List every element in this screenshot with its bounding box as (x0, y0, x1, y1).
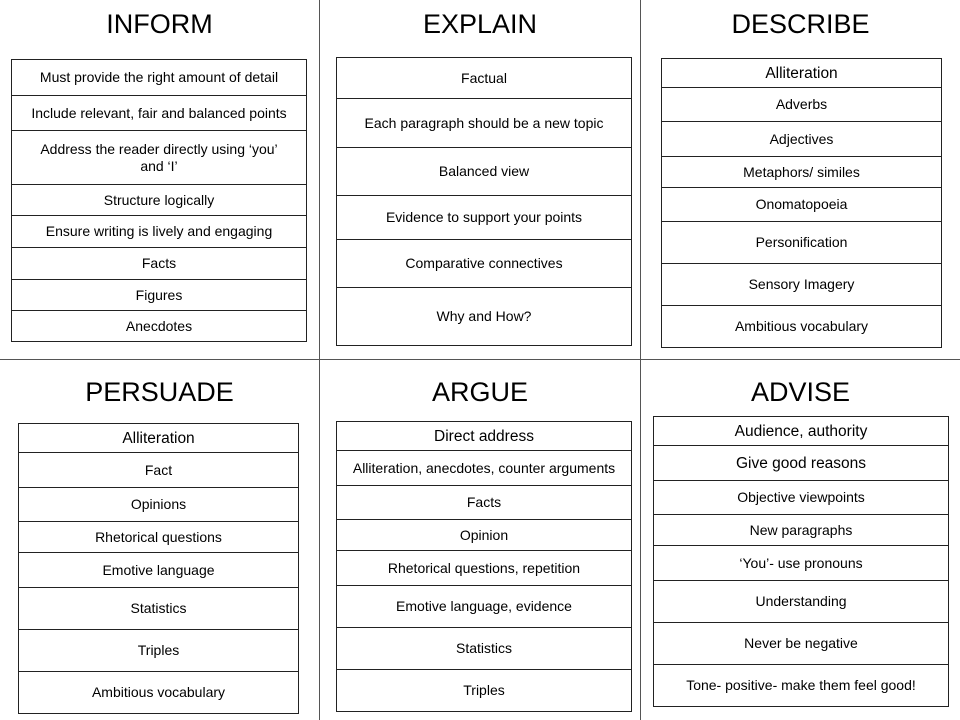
list-item: Emotive language, evidence (337, 586, 632, 628)
list-item: Evidence to support your points (337, 196, 632, 240)
list-item: Objective viewpoints (654, 481, 949, 515)
list-item: Onomatopoeia (662, 188, 942, 222)
list-item: Structure logically (12, 185, 307, 216)
list-item: Alliteration, anecdotes, counter arguments (337, 451, 632, 486)
list-item: Understanding (654, 581, 949, 623)
list-item: Comparative connectives (337, 240, 632, 288)
list-item: Each paragraph should be a new topic (337, 99, 632, 148)
list-item: Tone- positive- make them feel good! (654, 665, 949, 707)
list-item: Direct address (337, 422, 632, 451)
describe-list (661, 58, 942, 348)
panel-title-persuade: PERSUADE (85, 377, 234, 407)
list-item: Include relevant, fair and balanced points (12, 96, 307, 131)
list-item: Opinions (19, 488, 299, 522)
list-item: ‘You’- use pronouns (654, 546, 949, 581)
list-item: Triples (19, 630, 299, 672)
list-item: Alliteration (19, 424, 299, 453)
list-item: Facts (337, 486, 632, 520)
list-item: Statistics (337, 628, 632, 670)
list-item: Audience, authority (654, 417, 949, 446)
list-item: Give good reasons (654, 446, 949, 481)
list-item: Ambitious vocabulary (662, 306, 942, 348)
list-item: Factual (337, 58, 632, 99)
list-item: Adverbs (662, 88, 942, 122)
list-item: Facts (12, 248, 307, 280)
list-item: Statistics (19, 588, 299, 630)
list-item: Personification (662, 222, 942, 264)
panel-title-explain: EXPLAIN (422, 9, 538, 39)
list-item: Alliteration (662, 59, 942, 88)
panel-title-argue: ARGUE (431, 377, 529, 407)
panel-argue (320, 360, 640, 720)
list-item: Must provide the right amount of detail (12, 60, 307, 96)
panel-describe (641, 0, 960, 359)
list-item: Why and How? (337, 288, 632, 346)
list-item: Metaphors/ similes (662, 157, 942, 188)
explain-list (336, 57, 632, 346)
list-item: Ambitious vocabulary (19, 672, 299, 714)
panel-explain (320, 0, 640, 359)
list-item: Sensory Imagery (662, 264, 942, 306)
advise-list (653, 416, 949, 707)
list-item: Adjectives (662, 122, 942, 157)
list-item: Ensure writing is lively and engaging (12, 216, 307, 248)
list-item: Triples (337, 670, 632, 712)
panel-inform (0, 0, 319, 359)
panel-title-advise: ADVISE (750, 377, 851, 407)
panel-title-inform: INFORM (106, 9, 213, 39)
list-item: Anecdotes (12, 311, 307, 342)
list-item: Opinion (337, 520, 632, 551)
list-item: Never be negative (654, 623, 949, 665)
persuade-list (18, 423, 299, 714)
list-item: Balanced view (337, 148, 632, 196)
argue-list (336, 421, 632, 712)
list-item: Rhetorical questions, repetition (337, 551, 632, 586)
list-item: Rhetorical questions (19, 522, 299, 553)
panel-title-describe: DESCRIBE (731, 9, 870, 39)
list-item: Figures (12, 280, 307, 311)
panel-persuade (0, 360, 319, 720)
list-item: Fact (19, 453, 299, 488)
list-item: Address the reader directly using ‘you’ and ‘I’ (12, 131, 307, 185)
panel-advise (641, 360, 960, 720)
list-item: New paragraphs (654, 515, 949, 546)
inform-list (11, 59, 307, 342)
list-item: Emotive language (19, 553, 299, 588)
